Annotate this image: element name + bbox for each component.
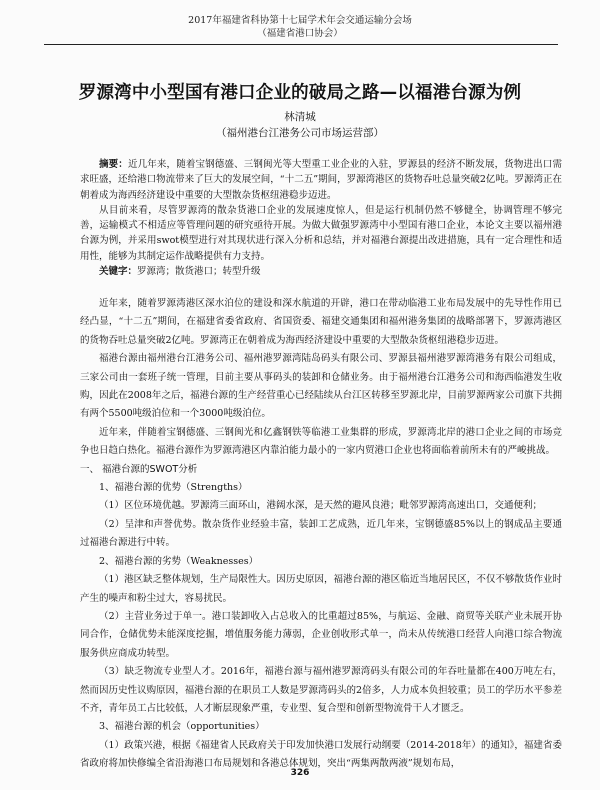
keywords-label: 关键字：	[99, 266, 138, 278]
body-para4: （1）区位环境优越。罗源湾三面环山，港阔水深，是天然的避风良港；毗邻罗源湾高速出口，交通便利；	[99, 500, 543, 512]
section-heading-swot: 一、 福港台源的SWOT分析	[80, 463, 198, 475]
keywords-text: 罗源湾；散货港口；转型升级	[137, 266, 261, 278]
abstract-label: 摘要：	[99, 159, 128, 170]
abstract	[80, 157, 562, 279]
body-para1: 近年来，随着罗源湾港区深水泊位的建设和深水航道的开辟，港口在带动临港工业布局发展中的先导性作用已经凸显，“十二五”期间，在福建省委省政府、省国资委、福建交通集团和福州港务集团的战略部署下，罗源湾港区的货物吞吐总量突破2亿吨。罗源湾正在朝着成为海西经济建设中重要的大型散杂货枢纽港稳步迈进。	[80, 298, 562, 346]
keywords	[80, 264, 562, 279]
body-para8: （3）缺乏物流专业型人才。2016年，福港台源与福州港罗源湾码头有限公司的年吞吐量都在400万吨左右，然而因历史性议购原因，福港台源的在职员工人数是罗源湾码头的2倍多，人力成本负担较重；员工的学历水平参差不齐，青年员工占比较低，人才断层现象严重，专业型、复合型和创新型物流骨干人才匮乏。	[80, 666, 562, 714]
body-para7: （2）主营业务过于单一。港口装卸收入占总收入的比重超过85%，与航运、金融、商贸等关联产业未展开协同合作，仓储优势未能深度挖掘，增值服务能力薄弱，企业创收形式单一，尚未从传统港口经营人向港口综合物流服务供应商成功转型。	[80, 610, 562, 659]
body-para5: （2）呈津和声誉优势。散杂货作业经验丰富，装卸工艺成熟，近几年来，宝钢德盛85%以上的钢成品主要通过福港台源进行中转。	[80, 518, 562, 549]
abstract-para2: 从目前来看，尽管罗源湾的散杂货港口企业的发展速度惊人，但是运行机制仍然不够健全，协调管理不够完善，运输模式不相适应等管理问题的研究亟待开展。为做大做强罗源湾中小型国有港口企业，本论文主要以福州港台源为例，并采用swot模型进行对其现状进行深入分析和总结，并对福港台源提出改进措施，具有一定合理性和适用性，能够为其制定运作战略提供有力支持。	[80, 204, 562, 262]
body-para3: 近年来，伴随着宝钢德盛、三钢闽光和亿鑫钢铁等临港工业集群的形成，罗源湾北岸的港口企业之间的市场竞争也日趋白热化。福港台源作为罗源湾港区内靠泊能力最小的一家内贸港口企业也将面临着前所未有的严峻挑战。	[80, 426, 562, 457]
main-body	[80, 295, 562, 774]
body-para9: （1）政策兴港，根据《福建省人民政府关于印发加快港口发展行动纲要（2014-2018年）的通知》，福建省委省政府将加快修编全省沿海港口布局规划和各港总体规划，突出“两集两散两液”规划布局，	[80, 739, 562, 770]
running-header-line2: （福建省港口协会）	[257, 28, 343, 39]
paper-title: 罗源湾中小型国有港口企业的破局之路—以福港台源为例	[78, 83, 522, 103]
affiliation: （福州港台江港务公司市场运营部）	[216, 127, 384, 139]
running-header	[0, 14, 600, 40]
page-number: 326	[290, 768, 310, 778]
subsection-strengths: 1、福港台源的优势（Strengths）	[99, 482, 248, 494]
running-header-line1: 2017年福建省科协第十七届学术年会交通运输分会场	[188, 15, 412, 26]
subsection-opportunities: 3、福港台源的机会（opportunities）	[99, 721, 265, 733]
abstract-text: 近几年来，随着宝钢德盛、三钢闽光等大型重工业企业的入驻，罗源县的经济不断发展，货物进出口需求旺盛，还给港口物流带来了巨大的发展空间，“十二五”期间，罗源湾港区的货物吞吐总量突破2亿吨。罗源湾正在朝着成为海西经济建设中重要的大型散杂货枢纽港稳步迈进。	[80, 159, 562, 201]
author: 林清城	[284, 111, 316, 123]
abstract-para1	[80, 157, 562, 203]
body-para6: （1）港区缺乏整体规划，生产局限性大。因历史原因，福港台源的港区临近当地居民区，不仅不够散货作业时产生的噪声和粉尘过大，容易扰民。	[80, 574, 562, 604]
subsection-weaknesses: 2、福港台源的劣势（Weaknesses）	[99, 555, 259, 567]
header-rule	[44, 44, 558, 45]
body-para2: 福港台源由福州港台江港务公司、福州港罗源湾陆岛码头有限公司、罗源县福州港罗源湾港务有限公司组成，三家公司由一套班子统一管理，目前主要从事码头的装卸和仓储业务。由于福州港台江港务公司和海西临港发生收购，因此在2008年之后，福港台源的生产经营重心已经陆续从台江区转移至罗源北岸，目前罗源两家公司旗下共拥有两个5500吨级泊位和一个3000吨级泊位。	[80, 353, 562, 420]
